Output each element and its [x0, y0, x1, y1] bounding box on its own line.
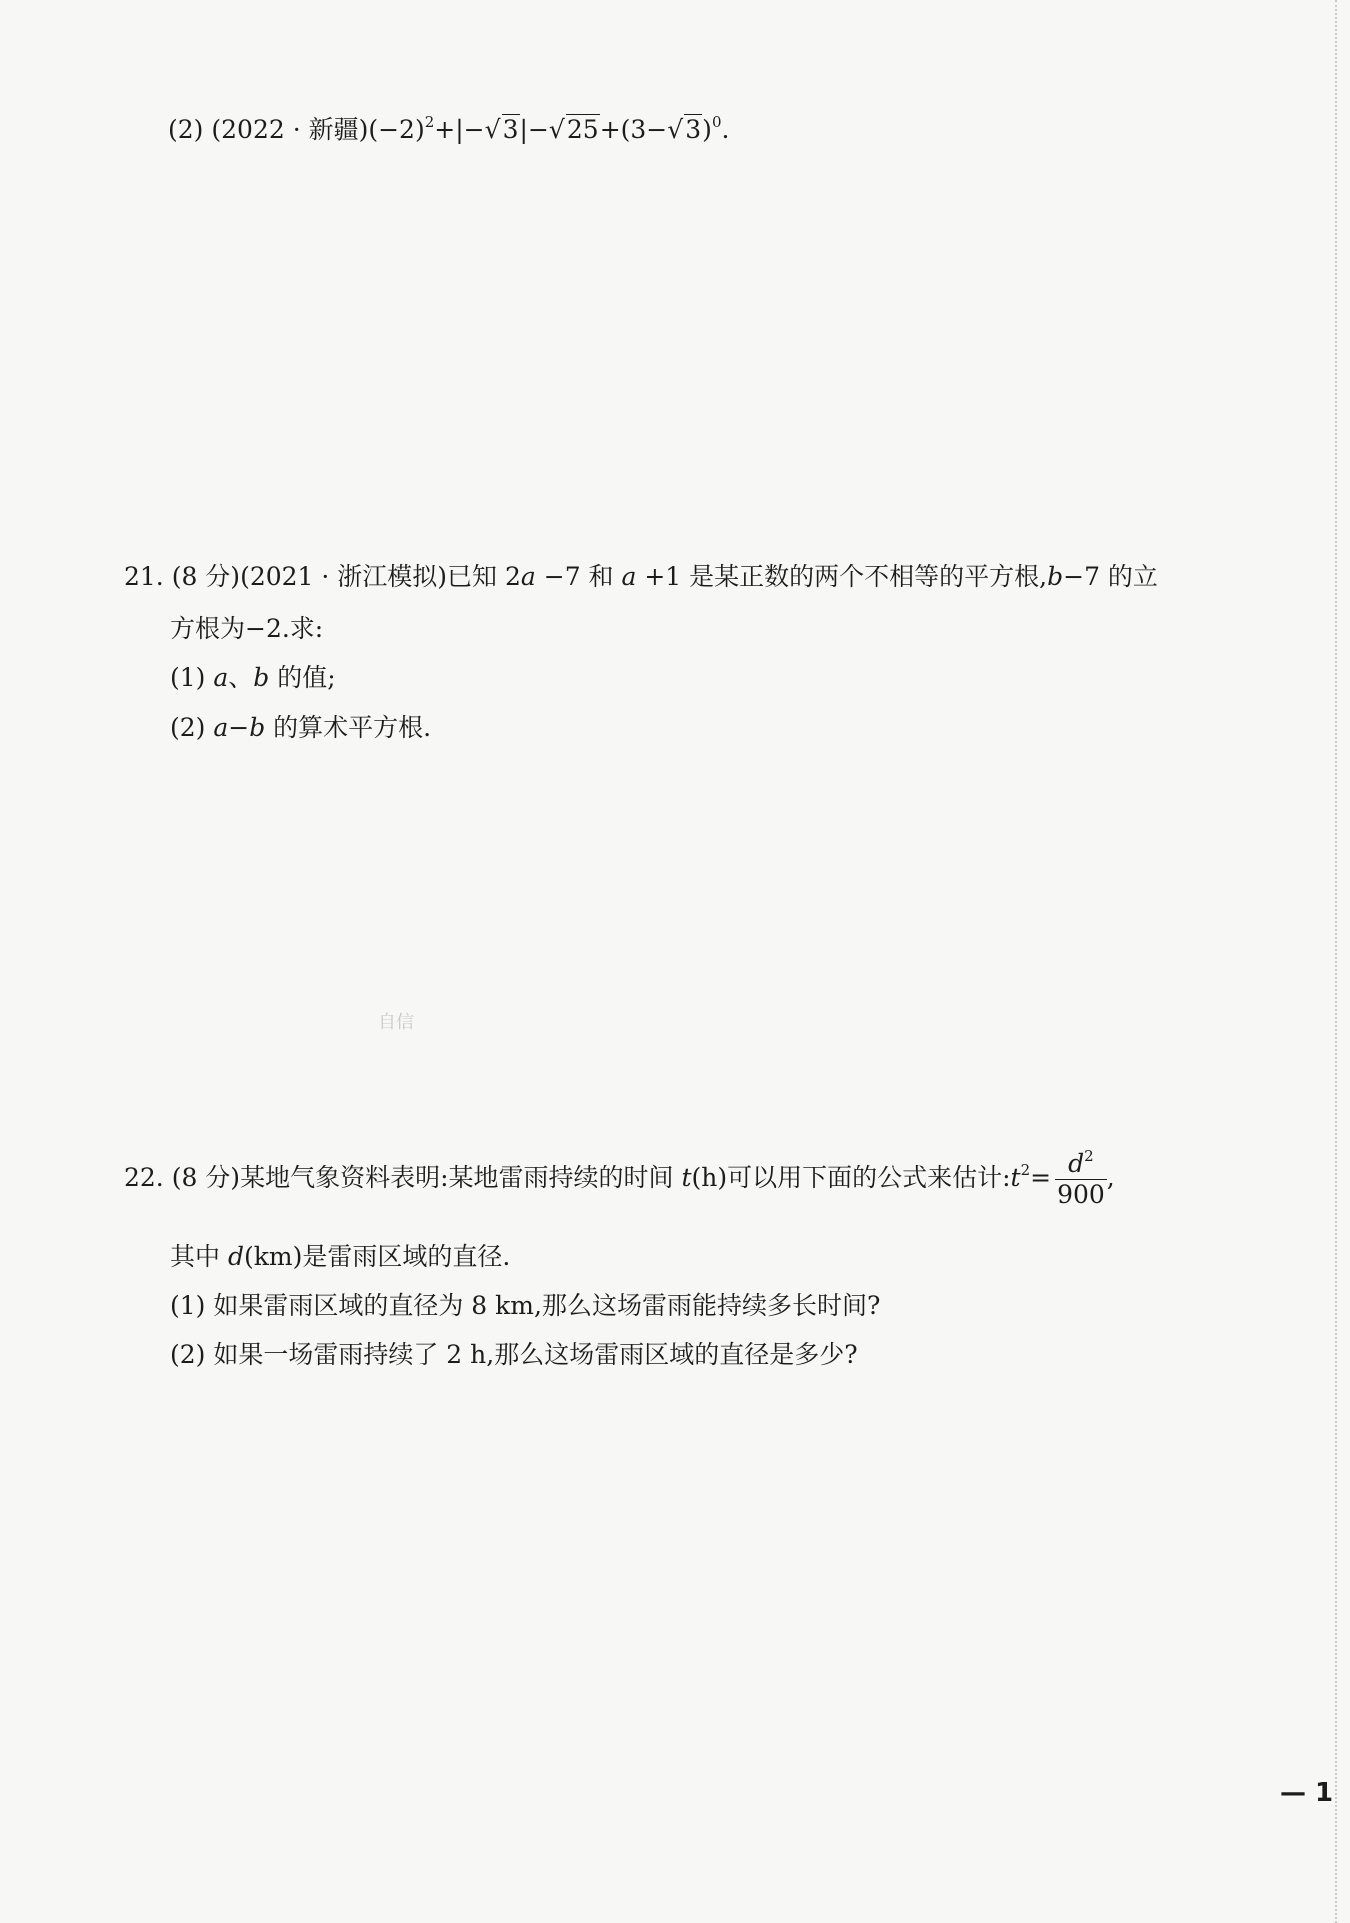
- q20-part2-expression: (2) (2022 · 新疆)$(-2)^2+|-$ √ 3|− √ 25+(3− √ 3)$^0$.: [168, 113, 729, 147]
- q22-part1: (1) 如果雷雨区域的直径为 8 km,那么这场雷雨能持续多长时间?: [170, 1291, 881, 1320]
- q21-part1: (1) a、b 的值;: [170, 663, 336, 692]
- page-number: — 1: [1280, 1778, 1334, 1808]
- q21-part2: (2) a−b 的算术平方根.: [170, 713, 432, 742]
- formula-fraction: $\frac{d^2}{900}$: [1057, 1147, 1105, 1209]
- q22-stem-line2: 其中 d(km)是雷雨区域的直径.: [170, 1242, 511, 1271]
- page-edge-divider: [1335, 0, 1338, 1923]
- q22-part2: (2) 如果一场雷雨持续了 2 h,那么这场雷雨区域的直径是多少?: [170, 1340, 858, 1369]
- sqrt-3-b: √ 3: [667, 115, 702, 144]
- sqrt-3-a: √ 3: [484, 115, 519, 144]
- q21-stem-line2: 方根为−2.求:: [170, 614, 324, 643]
- q21-stem-line1: 21. (8 分)(2021 · 浙江模拟)已知 2a −7 和 a +1 是某正数的两个不相等的平方根,b−7 的立: [124, 562, 1158, 591]
- faint-stray-mark: 自信: [378, 1012, 414, 1033]
- q22-stem-line1: 22. (8 分)某地气象资料表明:某地雷雨持续的时间 t(h)可以用下面的公式来估计$:t^2=$ $\frac{d^2}{900}$ ,: [124, 1147, 1115, 1209]
- sqrt-25: √ 25: [548, 115, 599, 144]
